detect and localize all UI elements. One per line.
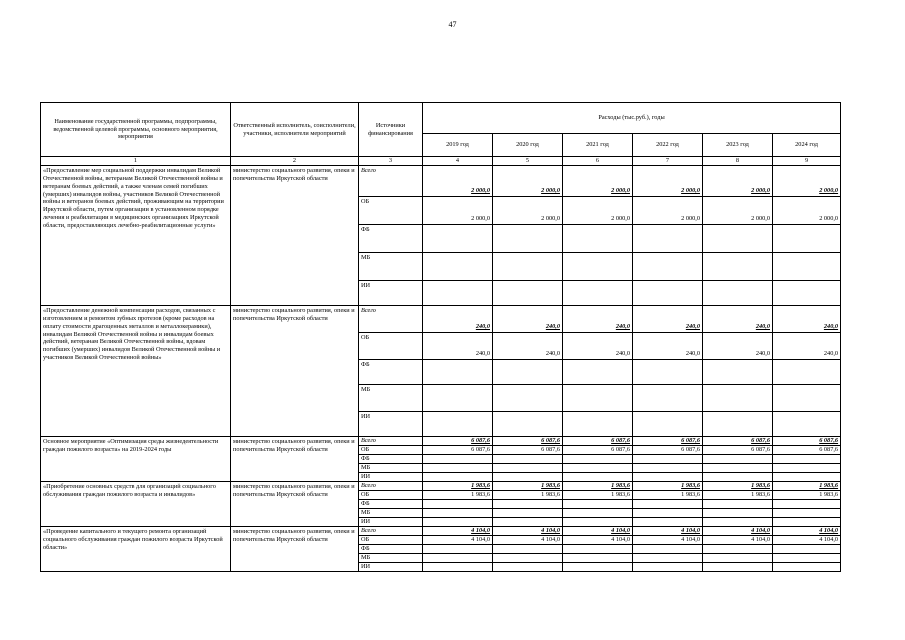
funding-source-cell: ИИ [359,473,423,482]
expense-value-cell: 4 104,0 [633,536,703,545]
expense-value-cell: 4 104,0 [563,527,633,536]
expense-value-cell [773,464,841,473]
column-number: 6 [563,157,633,166]
expense-value-cell: 2 000,0 [563,197,633,225]
expense-value-cell: 240,0 [633,333,703,360]
program-name-cell: «Приобретение основных средств для организаций социального обслуживания граждан пожилого возраста и инвалидов» [41,482,231,527]
expense-value-cell [563,545,633,554]
expense-value-cell [493,518,563,527]
expense-value-cell: 1 983,6 [633,491,703,500]
expense-value-cell: 6 087,6 [773,446,841,455]
expense-value-cell: 240,0 [703,306,773,333]
funding-source-cell: ИИ [359,563,423,572]
table-row [41,306,841,333]
expense-value-cell: 6 087,6 [703,437,773,446]
expense-value-cell [703,225,773,253]
expense-value-cell [703,464,773,473]
expense-value-cell: 4 104,0 [633,527,703,536]
expense-value-cell: 6 087,6 [633,437,703,446]
expense-value-cell [703,281,773,306]
funding-source-cell: ИИ [359,518,423,527]
expense-value-cell [563,518,633,527]
expense-value-cell [703,455,773,464]
header-year: 2023 год [703,134,773,157]
expense-value-cell [493,253,563,281]
expense-value-cell [773,500,841,509]
expense-value-cell: 1 983,6 [773,482,841,491]
expense-value-cell [773,281,841,306]
expense-value-cell [703,554,773,563]
responsible-cell: министерство социального развития, опеки и попечительства Иркутской области [231,306,359,437]
expense-value-cell [423,563,493,572]
expense-value-cell [703,500,773,509]
header-year: 2021 год [563,134,633,157]
expense-value-cell [703,385,773,412]
funding-source-cell: МБ [359,464,423,473]
expense-value-cell: 1 983,6 [773,491,841,500]
expense-value-cell: 6 087,6 [773,437,841,446]
expense-value-cell [493,455,563,464]
expense-value-cell [703,412,773,437]
expense-value-cell: 6 087,6 [563,437,633,446]
expense-value-cell: 2 000,0 [773,166,841,197]
expense-value-cell [703,518,773,527]
table-row [41,166,841,197]
column-number: 1 [41,157,231,166]
funding-source-cell: Всего [359,437,423,446]
funding-source-cell: МБ [359,385,423,412]
program-name-cell: «Предоставление денежной компенсации расходов, связанных с изготовлением и ремонтом зубных протезов (кроме расходов на оплату стоимости драгоценных металлов и металлокерамики), инвалидам Великой Отечественной войны и инвалидам боевых действий, ветеранам Великой Отечественной войны, вдовам погибших (умерших) инвалидов Великой Отечественной войны и участников Великой Отечественной войны» [41,306,231,437]
expense-value-cell: 6 087,6 [423,437,493,446]
expense-value-cell: 6 087,6 [563,446,633,455]
header-expenses: Расходы (тыс.руб.), годы [423,103,841,134]
expense-value-cell [773,554,841,563]
expense-value-cell [423,225,493,253]
expense-value-cell: 6 087,6 [493,446,563,455]
expense-value-cell: 240,0 [493,333,563,360]
header-responsible: Ответственный исполнитель, соисполнители, участники, исполнители мероприятий [231,103,359,157]
header-year: 2024 год [773,134,841,157]
expense-value-cell [563,473,633,482]
expense-value-cell [633,281,703,306]
expense-value-cell [563,253,633,281]
expense-value-cell [633,464,703,473]
funding-source-cell: ФБ [359,500,423,509]
expense-value-cell [633,412,703,437]
expense-value-cell: 2 000,0 [423,166,493,197]
expense-value-cell [773,563,841,572]
responsible-cell: министерство социального развития, опеки и попечительства Иркутской области [231,437,359,482]
expense-value-cell [563,509,633,518]
funding-source-cell: ОБ [359,333,423,360]
expense-value-cell [493,412,563,437]
expense-value-cell [773,473,841,482]
expense-value-cell [423,385,493,412]
header-year: 2019 год [423,134,493,157]
table-row [41,482,841,491]
expense-value-cell [563,455,633,464]
expense-value-cell: 240,0 [563,306,633,333]
expense-value-cell: 240,0 [493,306,563,333]
expense-value-cell [633,225,703,253]
expense-value-cell [563,554,633,563]
responsible-cell: министерство социального развития, опеки и попечительства Иркутской области [231,482,359,527]
table-row [41,437,841,446]
expense-value-cell [563,360,633,385]
expense-value-cell [633,253,703,281]
expense-value-cell [423,500,493,509]
responsible-cell: министерство социального развития, опеки и попечительства Иркутской области [231,527,359,572]
expense-value-cell [773,385,841,412]
table-body [41,166,841,572]
expense-value-cell [493,360,563,385]
column-number: 4 [423,157,493,166]
expense-value-cell: 6 087,6 [703,446,773,455]
expense-value-cell [423,545,493,554]
expense-value-cell [423,281,493,306]
column-number: 3 [359,157,423,166]
expense-value-cell: 2 000,0 [633,166,703,197]
expense-value-cell [633,455,703,464]
expense-value-cell: 2 000,0 [633,197,703,225]
expense-value-cell [703,473,773,482]
program-name-cell: «Проведение капитального и текущего ремонта организаций социального обслуживания граждан пожилого возраста Иркутской области» [41,527,231,572]
expense-value-cell [563,385,633,412]
page-number: 47 [448,20,457,29]
funding-source-cell: ФБ [359,360,423,385]
expense-value-cell [423,464,493,473]
expense-value-cell: 6 087,6 [633,446,703,455]
expense-value-cell [773,518,841,527]
funding-source-cell: МБ [359,509,423,518]
expense-value-cell: 240,0 [563,333,633,360]
funding-source-cell: МБ [359,554,423,563]
expense-value-cell [773,253,841,281]
expense-value-cell [493,281,563,306]
expense-value-cell [633,385,703,412]
expense-value-cell: 4 104,0 [773,527,841,536]
expense-value-cell: 240,0 [773,306,841,333]
expense-value-cell: 1 983,6 [703,491,773,500]
expense-value-cell: 2 000,0 [563,166,633,197]
column-number: 5 [493,157,563,166]
column-number: 7 [633,157,703,166]
expenses-table [40,102,841,572]
expense-value-cell [633,509,703,518]
expense-value-cell [493,509,563,518]
expense-value-cell [773,545,841,554]
expense-value-cell [493,225,563,253]
expense-value-cell [633,500,703,509]
expense-value-cell [633,360,703,385]
expense-value-cell: 1 983,6 [563,482,633,491]
expense-value-cell [633,554,703,563]
program-name-cell: «Предоставление мер социальной поддержки инвалидам Великой Отечественной войны, ветеранам Великой Отечественной войны и ветеранам боевых действий, а также членам семей погибших (умерших) инвалидов войны, участников Великой Отечественной войны и ветеранов боевых действий, проживающим на территории Иркутской области, путем организации в установленном порядке лечения и реабилитации в медицинских организациях Иркутской области, предоставляющих лечебно-реабилитационные услуги» [41,166,231,306]
expense-value-cell: 6 087,6 [493,437,563,446]
column-number: 8 [703,157,773,166]
expense-value-cell: 2 000,0 [493,197,563,225]
expense-value-cell: 4 104,0 [773,536,841,545]
expense-value-cell [423,554,493,563]
expense-value-cell [703,253,773,281]
expense-value-cell [423,473,493,482]
expense-value-cell: 4 104,0 [563,536,633,545]
expense-value-cell [773,225,841,253]
expense-value-cell: 1 983,6 [493,482,563,491]
expense-value-cell: 2 000,0 [423,197,493,225]
expense-value-cell [703,509,773,518]
program-name-cell: Основное мероприятие «Оптимизация среды жизнедеятельности граждан пожилого возраста» на 2019-2024 годы [41,437,231,482]
expense-value-cell: 4 104,0 [423,536,493,545]
expense-value-cell: 4 104,0 [493,536,563,545]
header-year: 2022 год [633,134,703,157]
expense-value-cell [563,563,633,572]
expense-value-cell [493,500,563,509]
expense-value-cell: 240,0 [423,333,493,360]
expense-value-cell [563,464,633,473]
table-row [41,527,841,536]
funding-source-cell: Всего [359,527,423,536]
header-funding-source: Источники финансирования [359,103,423,157]
expense-value-cell [423,412,493,437]
funding-source-cell: Всего [359,166,423,197]
expense-value-cell: 240,0 [633,306,703,333]
column-numbers-row [41,157,841,166]
funding-source-cell: ОБ [359,536,423,545]
expense-value-cell: 240,0 [773,333,841,360]
expense-value-cell [563,412,633,437]
expense-value-cell: 4 104,0 [703,536,773,545]
funding-source-cell: ФБ [359,225,423,253]
expense-value-cell [493,545,563,554]
expense-value-cell [563,500,633,509]
expense-value-cell [703,545,773,554]
funding-source-cell: ОБ [359,446,423,455]
funding-source-cell: ОБ [359,491,423,500]
expense-value-cell: 2 000,0 [703,197,773,225]
expense-value-cell [633,473,703,482]
header-program-name: Наименование государственной программы, подпрограммы, ведомственной целевой программы, основного мероприятия, мероприятия [41,103,231,157]
expense-value-cell [423,253,493,281]
expense-value-cell: 1 983,6 [633,482,703,491]
expense-value-cell [423,518,493,527]
expense-value-cell: 1 983,6 [423,482,493,491]
expense-value-cell [773,412,841,437]
expense-value-cell [493,464,563,473]
expense-value-cell: 4 104,0 [423,527,493,536]
expense-value-cell [423,360,493,385]
expense-value-cell [773,509,841,518]
expense-value-cell [773,455,841,464]
expense-value-cell [493,385,563,412]
funding-source-cell: ИИ [359,412,423,437]
expense-value-cell: 4 104,0 [493,527,563,536]
column-number: 9 [773,157,841,166]
funding-source-cell: Всего [359,306,423,333]
expense-value-cell: 1 983,6 [563,491,633,500]
funding-source-cell: ФБ [359,455,423,464]
funding-source-cell: Всего [359,482,423,491]
expense-value-cell: 1 983,6 [703,482,773,491]
expense-value-cell: 2 000,0 [493,166,563,197]
expense-value-cell [563,281,633,306]
funding-source-cell: ФБ [359,545,423,554]
header-year: 2020 год [493,134,563,157]
expense-value-cell: 2 000,0 [773,197,841,225]
funding-source-cell: ОБ [359,197,423,225]
expenses-table-wrapper [40,102,840,572]
expense-value-cell: 2 000,0 [703,166,773,197]
expense-value-cell [773,360,841,385]
expense-value-cell: 6 087,6 [423,446,493,455]
expense-value-cell [423,509,493,518]
column-number: 2 [231,157,359,166]
expense-value-cell [633,545,703,554]
expense-value-cell: 240,0 [423,306,493,333]
expense-value-cell [633,518,703,527]
expense-value-cell [563,225,633,253]
expense-value-cell: 4 104,0 [703,527,773,536]
expense-value-cell [493,563,563,572]
expense-value-cell [633,563,703,572]
responsible-cell: министерство социального развития, опеки и попечительства Иркутской области [231,166,359,306]
funding-source-cell: ИИ [359,281,423,306]
expense-value-cell [423,455,493,464]
expense-value-cell: 1 983,6 [423,491,493,500]
expense-value-cell [703,563,773,572]
expense-value-cell [493,554,563,563]
funding-source-cell: МБ [359,253,423,281]
expense-value-cell [703,360,773,385]
expense-value-cell [493,473,563,482]
expense-value-cell: 1 983,6 [493,491,563,500]
expense-value-cell: 240,0 [703,333,773,360]
